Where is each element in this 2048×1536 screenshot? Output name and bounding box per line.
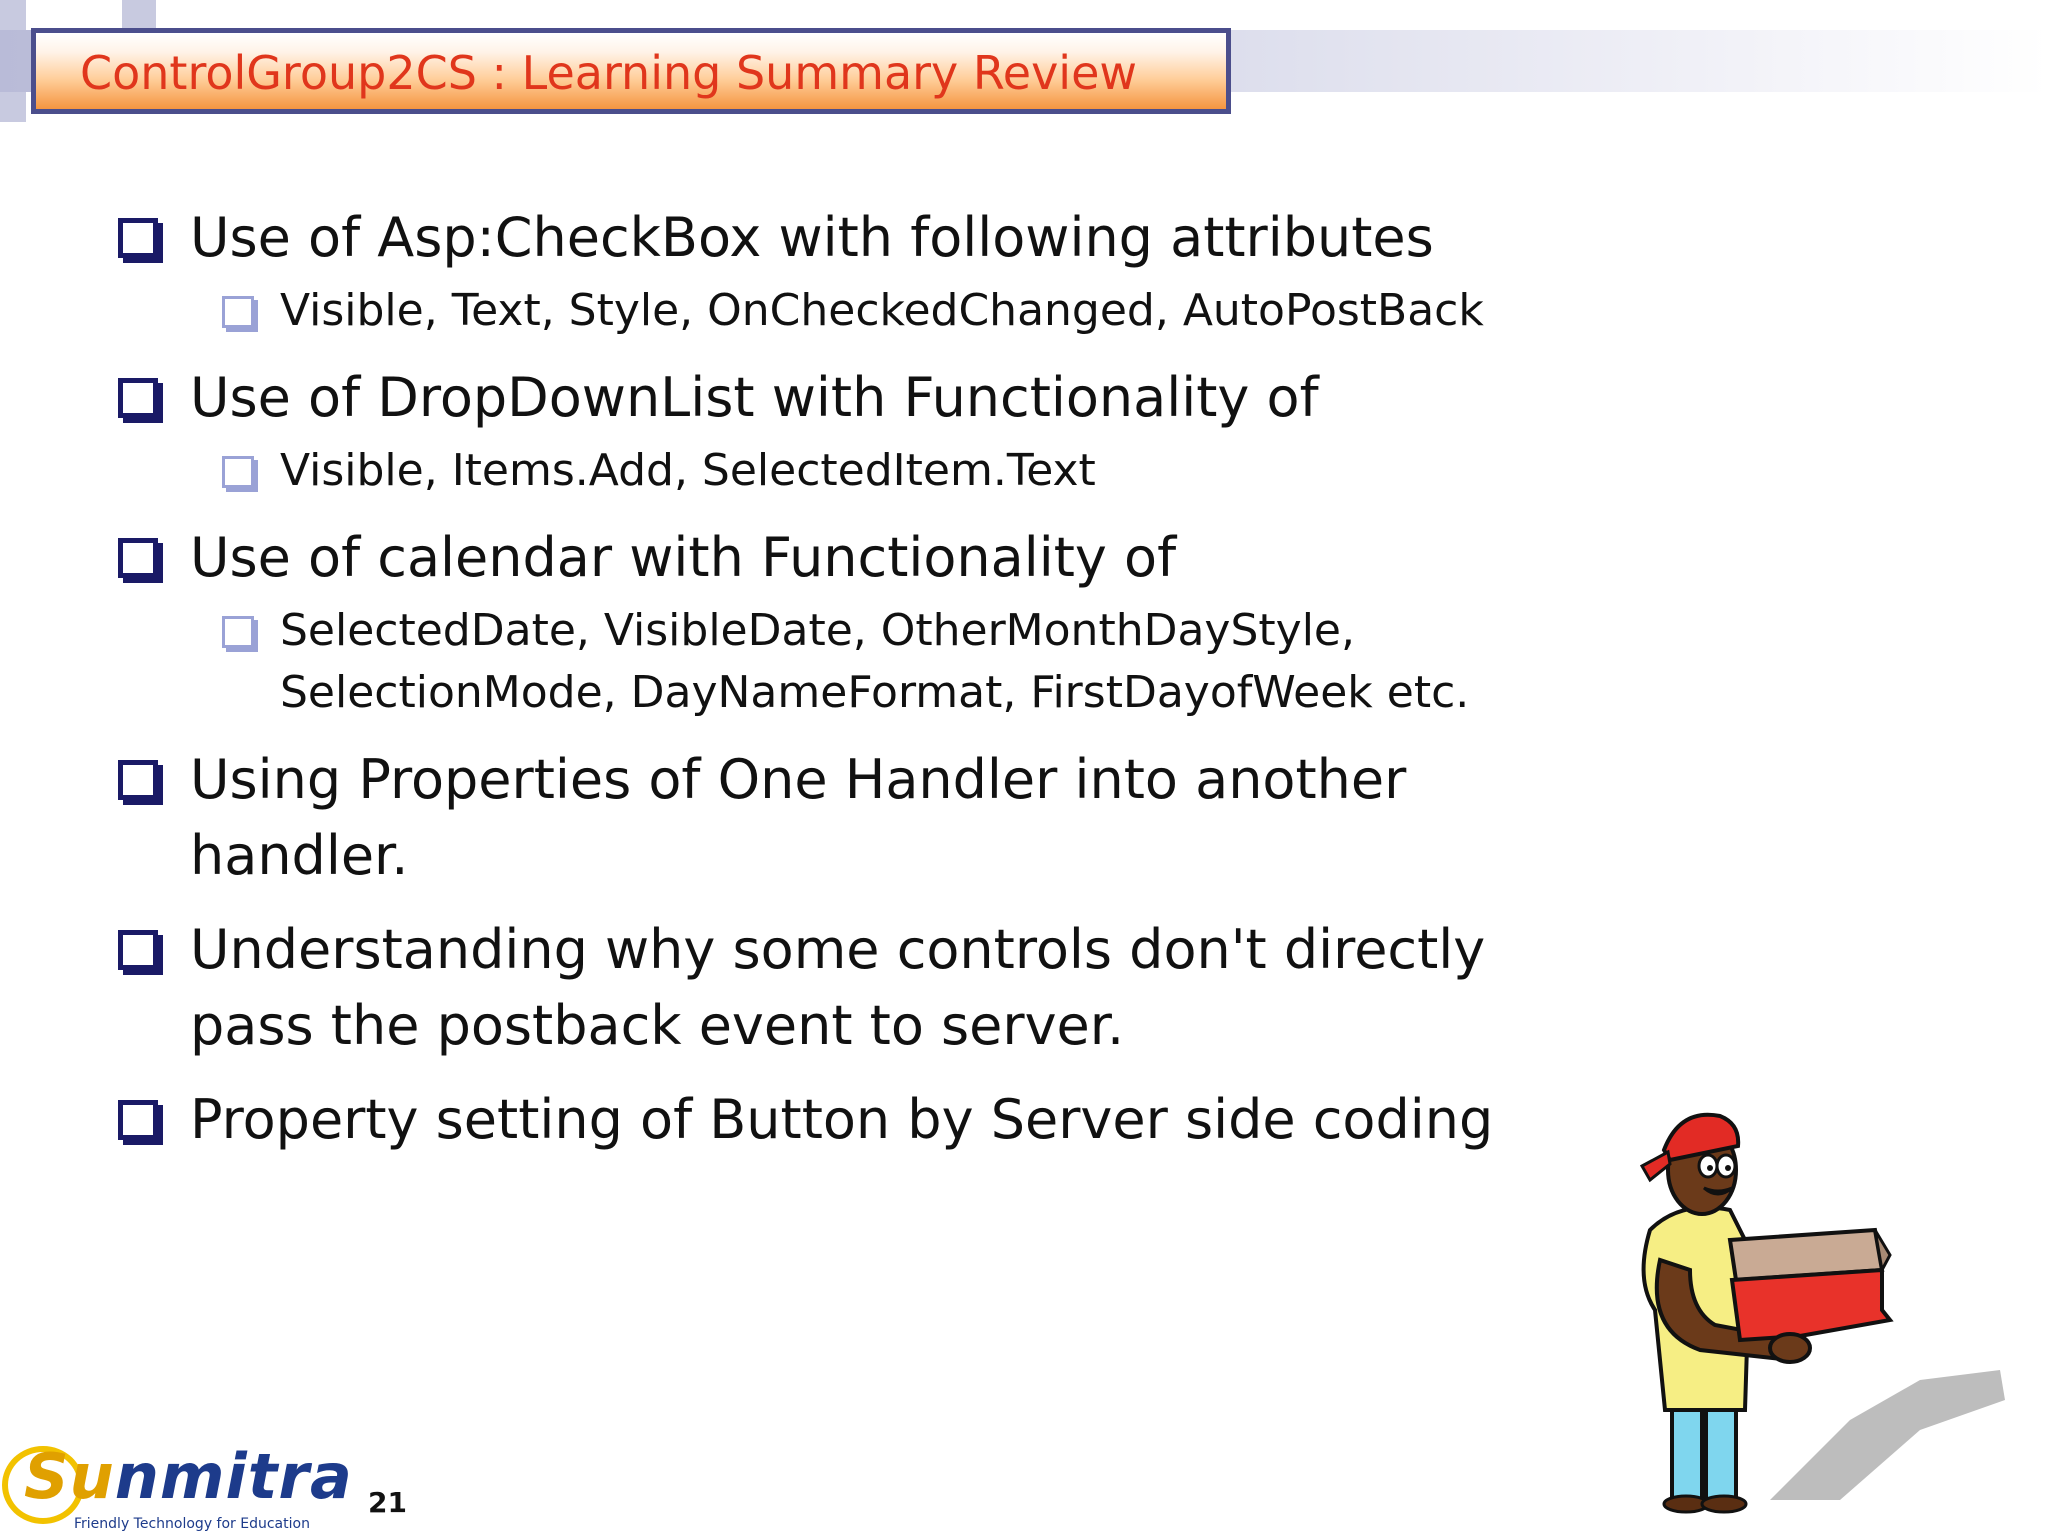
sub-bullet-text: SelectedDate, VisibleDate, OtherMonthDayStyle, bbox=[280, 605, 1355, 656]
checkbox-bullet-icon bbox=[118, 930, 158, 970]
checkbox-bullet-icon bbox=[118, 1100, 158, 1140]
person-carrying-box-icon bbox=[1620, 1080, 2020, 1520]
bullet-text: Use of calendar with Functionality of bbox=[190, 526, 1177, 589]
bullet-item bbox=[114, 742, 1614, 894]
slide-title: ControlGroup2CS : Learning Summary Review bbox=[80, 46, 1138, 100]
sub-bullet-text: Visible, Text, Style, OnCheckedChanged, AutoPostBack bbox=[280, 285, 1484, 336]
bullet-text: pass the postback event to server. bbox=[190, 994, 1125, 1057]
checkbox-bullet-icon bbox=[118, 760, 158, 800]
bullet-item bbox=[114, 912, 1614, 1064]
sub-bullet-item bbox=[114, 440, 1614, 502]
title-box bbox=[31, 28, 1231, 114]
bullet-item bbox=[114, 520, 1614, 596]
checkbox-bullet-icon bbox=[118, 218, 158, 258]
bullet-text: Use of DropDownList with Functionality of bbox=[190, 366, 1319, 429]
bullet-text: Use of Asp:CheckBox with following attributes bbox=[190, 206, 1434, 269]
bullet-item bbox=[114, 360, 1614, 436]
sunmitra-logo bbox=[0, 1440, 353, 1536]
logo-tagline: Friendly Technology for Education bbox=[74, 1516, 310, 1532]
bullet-item bbox=[114, 200, 1614, 276]
bullet-list bbox=[114, 200, 1614, 1158]
bullet-item bbox=[114, 1082, 1614, 1158]
sub-bullet-text: SelectionMode, DayNameFormat, FirstDayofWeek etc. bbox=[280, 667, 1470, 718]
bullet-text: Using Properties of One Handler into another bbox=[190, 748, 1407, 811]
logo-name: Sunmitra bbox=[24, 1440, 353, 1513]
checkbox-bullet-icon bbox=[222, 296, 254, 328]
sub-bullet-item bbox=[114, 280, 1614, 342]
checkbox-bullet-icon bbox=[222, 456, 254, 488]
bullet-text: Property setting of Button by Server side coding bbox=[190, 1088, 1494, 1151]
corner-decoration-top bbox=[122, 0, 156, 30]
sub-bullet-text: Visible, Items.Add, SelectedItem.Text bbox=[280, 445, 1096, 496]
checkbox-bullet-icon bbox=[118, 538, 158, 578]
sub-bullet-item bbox=[114, 600, 1614, 724]
page-number: 21 bbox=[368, 1486, 407, 1519]
checkbox-bullet-icon bbox=[118, 378, 158, 418]
bullet-text: handler. bbox=[190, 824, 409, 887]
checkbox-bullet-icon bbox=[222, 616, 254, 648]
bullet-text: Understanding why some controls don't directly bbox=[190, 918, 1486, 981]
